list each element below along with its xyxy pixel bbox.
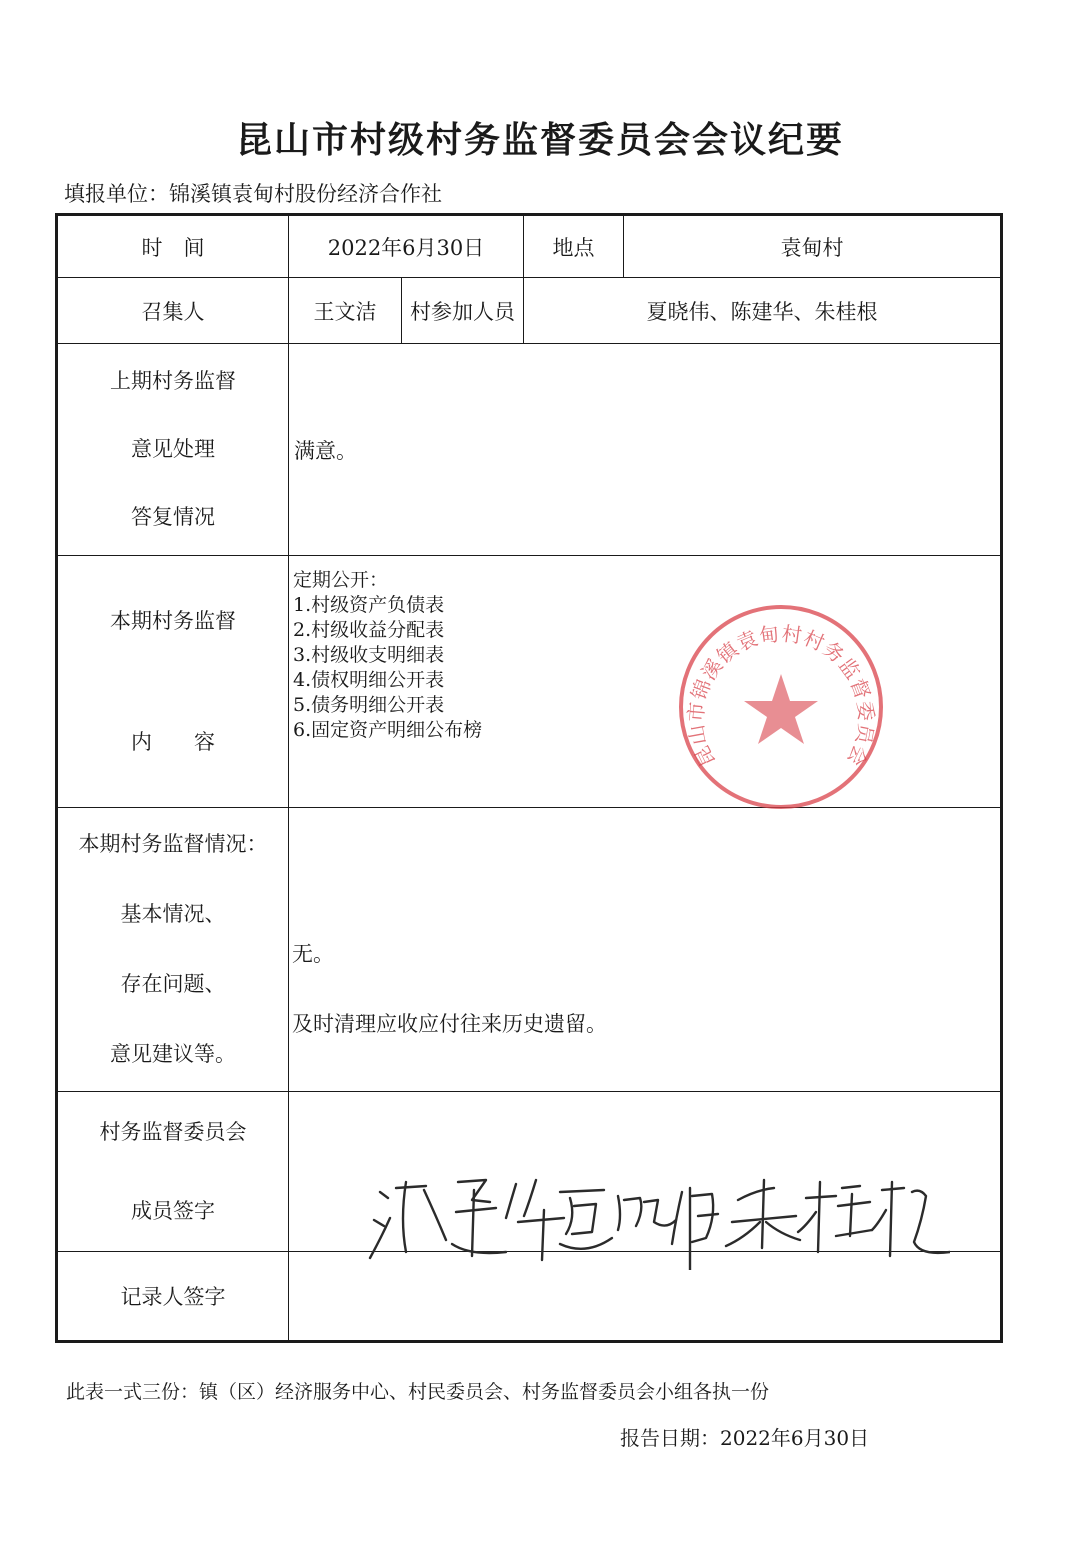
row-convener [57,278,1002,344]
time-value: 2022年6月30日 [289,215,524,278]
report-date: 报告日期：2022年6月30日 [620,1426,870,1450]
content-list-item: 3.村级收支明细表 [293,644,445,666]
place-value: 袁甸村 [624,215,1002,278]
signature-xia [560,1188,718,1270]
current-status-label-line: 本期村务监督情况： [78,832,268,856]
current-status-value [289,808,1002,1092]
content-list-item: 4.债权明细公开表 [293,669,445,691]
signature-chen [370,1180,564,1260]
place-label: 地点 [524,215,624,278]
content-list-item: 1.村级资产负债表 [293,594,445,616]
current-status-label [57,808,289,1092]
star-icon [744,674,818,744]
prev-opinion-label-line: 答复情况 [131,505,215,529]
prev-opinion-label-line: 意见处理 [131,437,215,461]
content-list-item: 5.债务明细公开表 [293,694,445,716]
content-list-item: 6.固定资产明细公布榜 [293,719,483,741]
prev-opinion-label-line: 上期村务监督 [110,369,236,393]
content-list [289,556,1000,743]
signature-zhu [726,1180,950,1256]
member-signatures [360,1160,950,1270]
committee-sign-label-line: 村务监督委员会 [99,1119,247,1144]
recorder-sign-label: 记录人签字 [57,1252,289,1342]
current-status-label-line: 基本情况、 [120,902,226,926]
time-label: 时 间 [57,215,289,278]
page-title: 昆山市村级村务监督委员会会议纪要 [235,120,844,161]
current-content-label [57,556,289,808]
content-list-item: 2.村级收益分配表 [293,619,445,641]
status-problem: 无。 [292,942,334,966]
current-content-label-line: 本期村务监督 [110,608,236,633]
committee-sign-label-line: 成员签字 [131,1198,215,1223]
row-time-place [57,215,1002,278]
convener-label: 召集人 [57,278,289,344]
participants-value: 夏晓伟、陈建华、朱桂根 [524,278,1002,344]
content-list-item: 定期公开： [293,569,389,591]
current-content-value [289,556,1002,808]
row-current-status [57,808,1002,1092]
status-suggestion: 及时清理应收应付往来历史遗留。 [292,1012,607,1036]
current-status-label-line: 意见建议等。 [110,1042,236,1066]
committee-sign-label [57,1092,289,1252]
copies-note: 此表一式三份：镇（区）经济服务中心、村民委员会、村务监督委员会小组各执一份 [66,1381,770,1403]
reporting-unit: 填报单位：锦溪镇袁甸村股份经济合作社 [64,182,442,206]
current-status-label-line: 存在问题、 [120,972,226,996]
prev-opinion-value: 满意。 [289,344,1002,556]
row-prev-opinion [57,344,1002,556]
seal-text-path: 昆山市锦溪镇袁甸村村务监督委员会 [683,621,879,771]
official-seal [676,602,886,812]
participants-label: 村参加人员 [402,278,524,344]
prev-opinion-label [57,344,289,556]
convener-value: 王文洁 [289,278,402,344]
current-content-label-line: 内 容 [131,729,215,754]
